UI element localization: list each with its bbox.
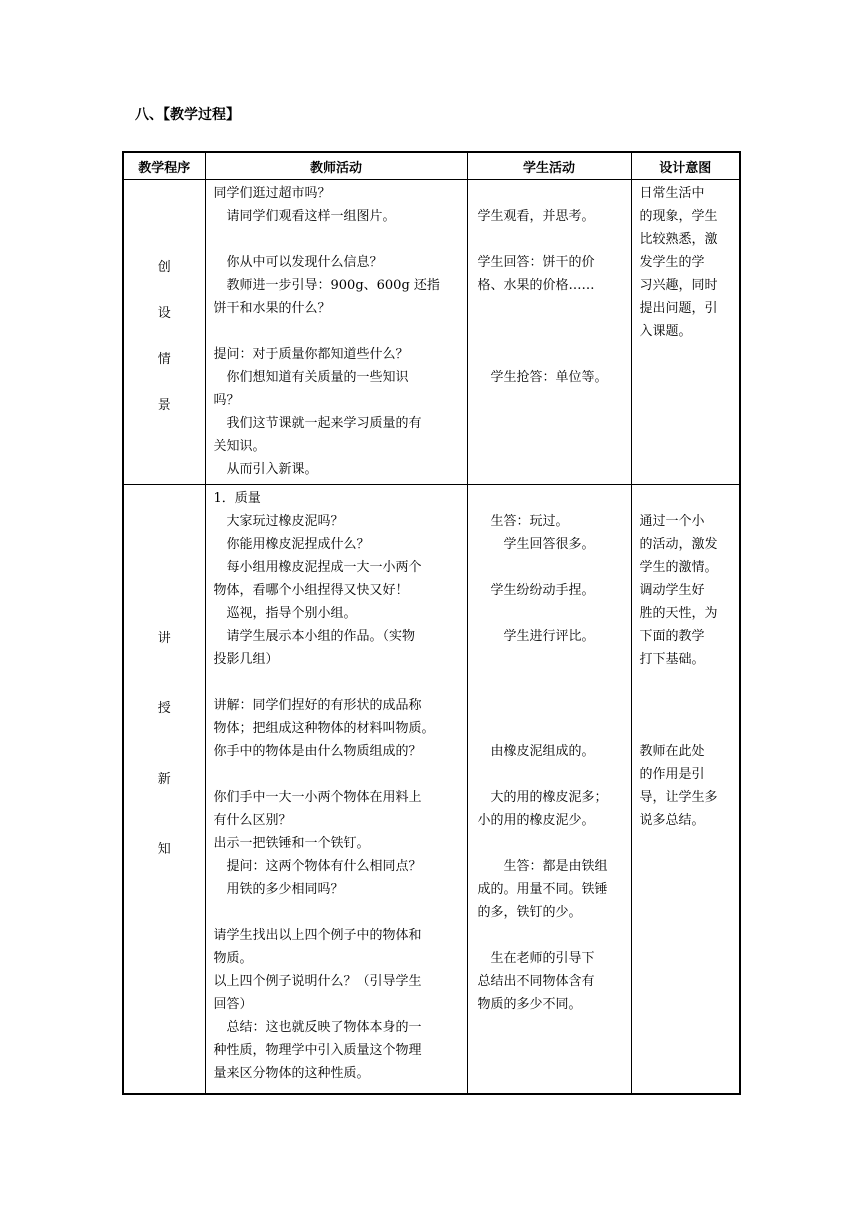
student-activity-cell (467, 485, 631, 1095)
student-line: 小的用的橡皮泥少。 (477, 813, 595, 828)
teacher-line: 你能用橡皮泥捏成什么？ (213, 537, 370, 552)
intent-line: 的作用是引 (639, 767, 705, 782)
intent-line: 习兴趣，同时 (639, 278, 718, 293)
step-char: 景 (157, 398, 171, 413)
teacher-line: 物质。 (213, 951, 253, 966)
teacher-line: 你们手中一大一小两个物体在用料上 (213, 790, 422, 805)
teacher-line: 同学们逛过超市吗？ (213, 186, 331, 201)
teacher-line: 提问：对于质量你都知道些什么？ (213, 347, 409, 362)
intent-line: 打下基础。 (639, 652, 705, 667)
teacher-activity-cell (205, 485, 467, 1095)
section-heading: 八、【教学过程】 (135, 107, 240, 123)
teacher-line: 用铁的多少相同吗？ (213, 882, 344, 897)
student-line: 学生观看，并思考。 (477, 209, 595, 224)
intent-line: 的现象，学生 (639, 209, 718, 224)
student-line: 成的。用量不同。铁锤 (477, 882, 608, 897)
student-line: 大的用的橡皮泥多； (477, 790, 608, 805)
step-char: 知 (157, 842, 171, 857)
teacher-line: 讲解：同学们捏好的有形状的成品称 (213, 698, 422, 713)
student-line: 由橡皮泥组成的。 (477, 744, 595, 759)
step-char: 创 (157, 260, 171, 275)
teacher-line: 种性质，物理学中引入质量这个物理 (213, 1043, 422, 1058)
teacher-line: 出示一把铁锤和一个铁钉。 (213, 836, 370, 851)
teacher-line: 你们想知道有关质量的一些知识 (213, 370, 409, 385)
step-char: 授 (157, 701, 171, 716)
teacher-line: 从而引入新课。 (213, 462, 318, 477)
teacher-line: 回答） (213, 997, 253, 1012)
intent-line: 下面的教学 (639, 629, 705, 644)
teacher-line: 以上四个例子说明什么？（引导学生 (213, 974, 422, 989)
intent-line: 教师在此处 (639, 744, 705, 759)
teacher-line: 你从中可以发现什么信息？ (213, 255, 383, 270)
header-teacher: 教师活动 (205, 152, 467, 180)
teacher-line: 量来区分物体的这种性质。 (213, 1066, 370, 1081)
intent-line: 提出问题，引 (639, 301, 718, 316)
teacher-line: 物体；把组成这种物体的材料叫物质。 (213, 721, 435, 736)
intent-line: 入课题。 (639, 324, 692, 339)
design-intent-cell (631, 485, 740, 1095)
student-line: 生答：玩过。 (477, 514, 569, 529)
intent-line: 导，让学生多 (639, 790, 718, 805)
teacher-line: 你手中的物体是由什么物质组成的？ (213, 744, 422, 759)
teacher-line: 请学生展示本小组的作品。（实物 (213, 629, 416, 644)
intent-line: 日常生活中 (639, 186, 705, 201)
teacher-line: 总结：这也就反映了物体本身的一 (213, 1020, 422, 1035)
teacher-line: 1．质量 (213, 491, 261, 506)
teacher-line: 物体，看哪个小组捏得又快又好！ (213, 583, 409, 598)
header-intent: 设计意图 (631, 152, 740, 180)
intent-line: 比较熟悉，激 (639, 232, 718, 247)
student-line: 的多，铁钉的少。 (477, 905, 582, 920)
teacher-line: 提问：这两个物体有什么相同点？ (213, 859, 422, 874)
student-line: 物质的多少不同。 (477, 997, 582, 1012)
teacher-line: 吗？ (213, 393, 240, 408)
step-cell (123, 485, 205, 1095)
step-char: 设 (157, 306, 171, 321)
teacher-line: 饼干和水果的什么？ (213, 301, 331, 316)
teacher-line: 请同学们观看这样一组图片。 (213, 209, 396, 224)
lesson-process-table (122, 151, 741, 1095)
teacher-line: 教师进一步引导：900g、600g 还指 (213, 278, 440, 293)
table-row-section2 (123, 485, 740, 1095)
teacher-line: 投影几组） (213, 652, 279, 667)
student-line: 学生回答：饼干的价 (477, 255, 595, 270)
intent-line: 调动学生好 (639, 583, 705, 598)
teacher-activity-cell (205, 180, 467, 485)
header-step: 教学程序 (123, 152, 205, 180)
table-header-row (123, 152, 740, 180)
step-char: 新 (157, 772, 171, 787)
student-line: 学生进行评比。 (477, 629, 595, 644)
teacher-line: 大家玩过橡皮泥吗？ (213, 514, 344, 529)
step-char: 讲 (157, 631, 171, 646)
step-char: 情 (157, 352, 171, 367)
intent-line: 说多总结。 (639, 813, 705, 828)
student-line: 总结出不同物体含有 (477, 974, 595, 989)
intent-line: 通过一个小 (639, 514, 705, 529)
teacher-line: 每小组用橡皮泥捏成一大一小两个 (213, 560, 422, 575)
teacher-line: 巡视，指导个别小组。 (213, 606, 357, 621)
teacher-line: 关知识。 (213, 439, 266, 454)
header-student: 学生活动 (467, 152, 631, 180)
intent-line: 发学生的学 (639, 255, 705, 270)
step-cell (123, 180, 205, 485)
intent-line: 的活动，激发 (639, 537, 718, 552)
teacher-line: 我们这节课就一起来学习质量的有 (213, 416, 422, 431)
student-line: 生答：都是由铁组 (477, 859, 608, 874)
student-activity-cell (467, 180, 631, 485)
student-line: 学生回答很多。 (477, 537, 595, 552)
design-intent-cell (631, 180, 740, 485)
student-line: 格、水果的价格…… (477, 278, 595, 293)
teacher-line: 请学生找出以上四个例子中的物体和 (213, 928, 422, 943)
intent-line: 胜的天性，为 (639, 606, 718, 621)
student-line: 生在老师的引导下 (477, 951, 595, 966)
student-line: 学生抢答：单位等。 (477, 370, 608, 385)
student-line: 学生纷纷动手捏。 (477, 583, 595, 598)
table-row-section1 (123, 180, 740, 485)
teacher-line: 有什么区别？ (213, 813, 292, 828)
intent-line: 学生的激情。 (639, 560, 718, 575)
